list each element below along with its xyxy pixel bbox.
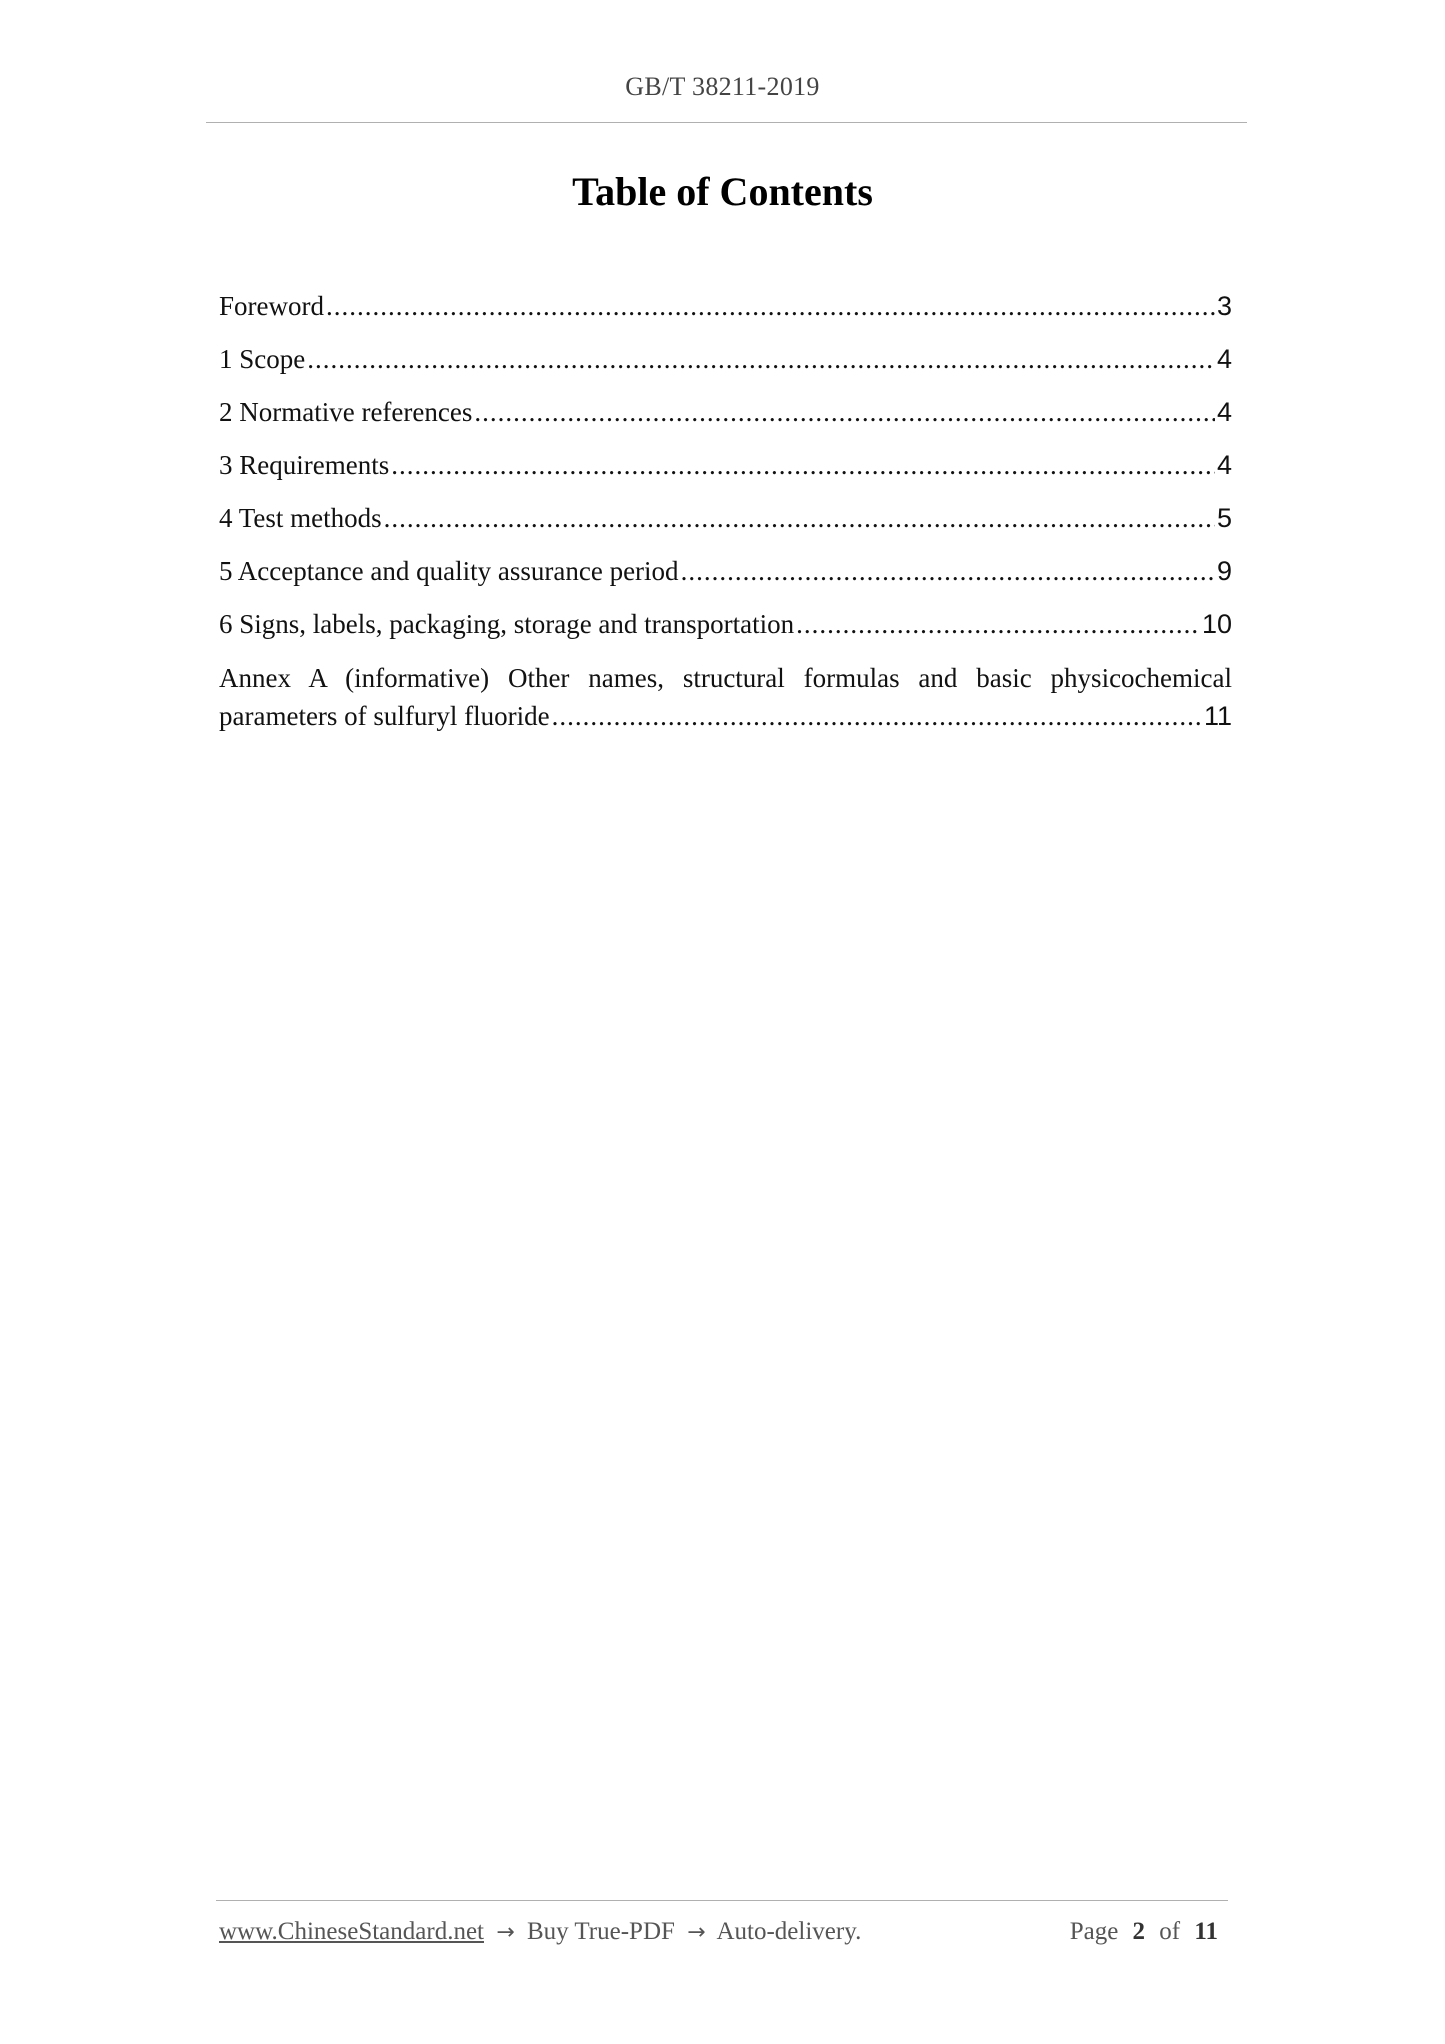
toc-entry-label: 5 Acceptance and quality assurance period <box>219 556 679 586</box>
toc-entry-page: 4 <box>1216 450 1232 480</box>
toc-annex-label-line1: Annex A (informative) Other names, structural formulas and basic physicochemical <box>219 663 1232 693</box>
footer-buy-text: Buy True-PDF <box>526 1918 675 1945</box>
toc-annex-label-line2: parameters of sulfuryl fluoride <box>219 701 550 731</box>
toc-entry-page: 10 <box>1201 609 1232 639</box>
toc-entry-label: 4 Test methods <box>219 503 382 533</box>
toc-leader-dots <box>326 280 1215 333</box>
toc-entry-label: Foreword <box>219 291 324 321</box>
of-word: of <box>1159 1918 1181 1945</box>
footer-divider <box>216 1900 1228 1901</box>
header-title: GB/T 38211-2019 <box>625 72 820 101</box>
toc-leader-dots <box>307 333 1215 386</box>
toc-entry-scope[interactable] <box>219 333 1232 386</box>
page-word: Page <box>1069 1918 1119 1945</box>
toc-entry-signs-labels[interactable] <box>219 598 1232 651</box>
toc-entry-acceptance[interactable] <box>219 545 1232 598</box>
footer-delivery-text: Auto-delivery. <box>716 1918 862 1945</box>
page-number <box>1070 1918 1218 1946</box>
toc-entry-page: 4 <box>1216 397 1232 427</box>
header-divider <box>206 122 1247 123</box>
arrow-right-icon: → <box>496 1920 515 1945</box>
toc-entry-label: 1 Scope <box>219 344 306 374</box>
website-link[interactable]: www.ChineseStandard.net <box>219 1918 484 1945</box>
toc-entry-page: 3 <box>1216 291 1232 321</box>
toc-entry-requirements[interactable] <box>219 439 1232 492</box>
total-pages-number: 11 <box>1194 1918 1218 1945</box>
toc-entry-page: 5 <box>1216 503 1232 533</box>
toc-entry-page: 11 <box>1203 701 1232 731</box>
toc-leader-dots <box>474 386 1215 439</box>
page-footer <box>219 1918 1224 1946</box>
toc-entry-test-methods[interactable] <box>219 492 1232 545</box>
toc-leader-dots <box>552 697 1202 735</box>
toc-entry-page: 4 <box>1216 344 1232 374</box>
toc-leader-dots <box>391 439 1215 492</box>
toc-entry-foreword[interactable] <box>219 280 1232 333</box>
table-of-contents <box>219 280 1232 735</box>
toc-leader-dots <box>796 598 1200 651</box>
toc-entry-normative-references[interactable] <box>219 386 1232 439</box>
toc-leader-dots <box>681 545 1215 598</box>
toc-entry-label: 3 Requirements <box>219 450 390 480</box>
footer-promo <box>219 1918 861 1946</box>
toc-leader-dots <box>384 492 1215 545</box>
toc-entry-annex-a[interactable] <box>219 659 1232 735</box>
arrow-right-icon: → <box>687 1920 706 1945</box>
toc-entry-label: 6 Signs, labels, packaging, storage and transportation <box>219 609 795 639</box>
current-page-number: 2 <box>1132 1918 1146 1945</box>
page-title: Table of Contents <box>572 169 873 214</box>
toc-entry-page: 9 <box>1216 556 1232 586</box>
toc-entry-label: 2 Normative references <box>219 397 473 427</box>
